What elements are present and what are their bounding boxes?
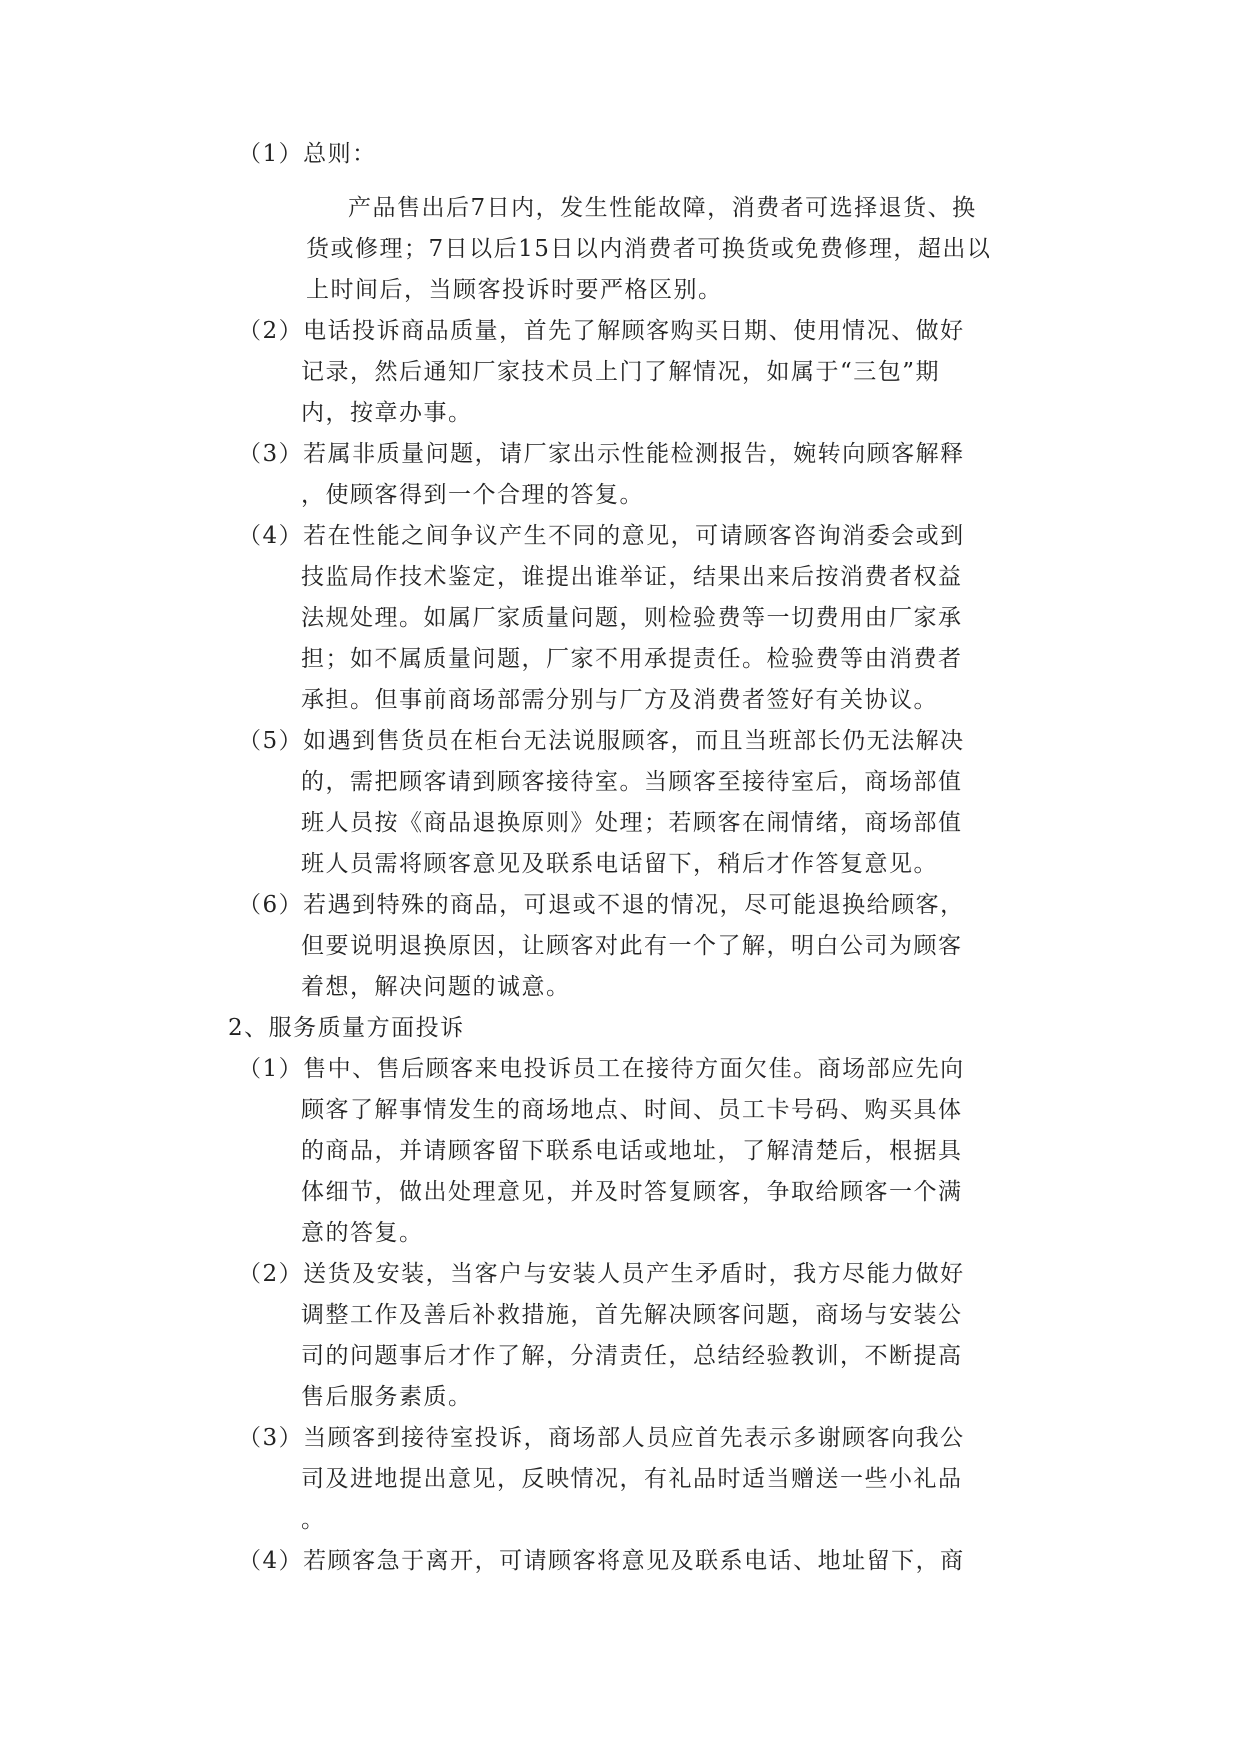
paragraph-line: 调整工作及善后补救措施，首先解决顾客问题，商场与安装公: [301, 1302, 963, 1328]
paragraph-line: 上时间后，当顾客投诉时要严格区别。: [306, 277, 723, 303]
list-item-3-start: （3）当顾客到接待室投诉，商场部人员应首先表示多谢顾客向我公: [238, 1425, 965, 1451]
paragraph-line: 技监局作技术鉴定，谁提出谁举证，结果出来后按消费者权益: [301, 564, 963, 590]
list-item-2-start: （2）送货及安装，当客户与安装人员产生矛盾时，我方尽能力做好: [238, 1261, 965, 1287]
list-item-3-start: （3）若属非质量问题，请厂家出示性能检测报告，婉转向顾客解释: [238, 441, 965, 467]
paragraph-line: 班人员需将顾客意见及联系电话留下，稍后才作答复意见。: [301, 851, 938, 877]
paragraph-line: 产品售出后7日内，发生性能故障，消费者可选择退货、换: [348, 195, 977, 221]
paragraph-line: 司及进地提出意见，反映情况，有礼品时适当赠送一些小礼品: [301, 1466, 963, 1492]
list-item-6-start: （6）若遇到特殊的商品，可退或不退的情况，尽可能退换给顾客，: [238, 892, 965, 918]
paragraph-line: 货或修理；7日以后15日以内消费者可换货或免费修理，超出以: [306, 236, 992, 262]
paragraph-line: 顾客了解事情发生的商场地点、时间、员工卡号码、购买具体: [301, 1097, 963, 1123]
list-item-5-start: （5）如遇到售货员在柜台无法说服顾客，而且当班部长仍无法解决: [238, 728, 965, 754]
list-item-2-start: （2）电话投诉商品质量，首先了解顾客购买日期、使用情况、做好: [238, 318, 965, 344]
paragraph-line: 内，按章办事。: [301, 400, 473, 426]
paragraph-line: 法规处理。如属厂家质量问题，则检验费等一切费用由厂家承: [301, 605, 963, 631]
paragraph-line: 的商品，并请顾客留下联系电话或地址，了解清楚后，根据具: [301, 1138, 963, 1164]
section-heading-service-quality: 2、服务质量方面投诉: [228, 1015, 465, 1041]
paragraph-line: 但要说明退换原因，让顾客对此有一个了解，明白公司为顾客: [301, 933, 963, 959]
paragraph-line: 着想，解决问题的诚意。: [301, 974, 571, 1000]
paragraph-line: ，使顾客得到一个合理的答复。: [301, 482, 644, 508]
list-item-4-start: （4）若顾客急于离开，可请顾客将意见及联系电话、地址留下，商: [238, 1548, 965, 1574]
paragraph-line: 班人员按《商品退换原则》处理；若顾客在闹情绪，商场部值: [301, 810, 963, 836]
paragraph-line: 意的答复。: [301, 1220, 424, 1246]
list-item-4-start: （4）若在性能之间争议产生不同的意见，可请顾客咨询消委会或到: [238, 523, 965, 549]
heading-general: （1）总则：: [238, 141, 377, 167]
paragraph-line: 。: [301, 1507, 326, 1533]
paragraph-line: 售后服务素质。: [301, 1384, 473, 1410]
paragraph-line: 的，需把顾客请到顾客接待室。当顾客至接待室后，商场部值: [301, 769, 963, 795]
list-item-1-start: （1）售中、售后顾客来电投诉员工在接待方面欠佳。商场部应先向: [238, 1056, 965, 1082]
paragraph-line: 承担。但事前商场部需分别与厂方及消费者签好有关协议。: [301, 687, 938, 713]
paragraph-line: 体细节，做出处理意见，并及时答复顾客，争取给顾客一个满: [301, 1179, 963, 1205]
paragraph-line: 担；如不属质量问题，厂家不用承提责任。检验费等由消费者: [301, 646, 963, 672]
paragraph-line: 司的问题事后才作了解，分清责任，总结经验教训，不断提高: [301, 1343, 963, 1369]
paragraph-line: 记录，然后通知厂家技术员上门了解情况，如属于“三包”期: [301, 359, 941, 385]
